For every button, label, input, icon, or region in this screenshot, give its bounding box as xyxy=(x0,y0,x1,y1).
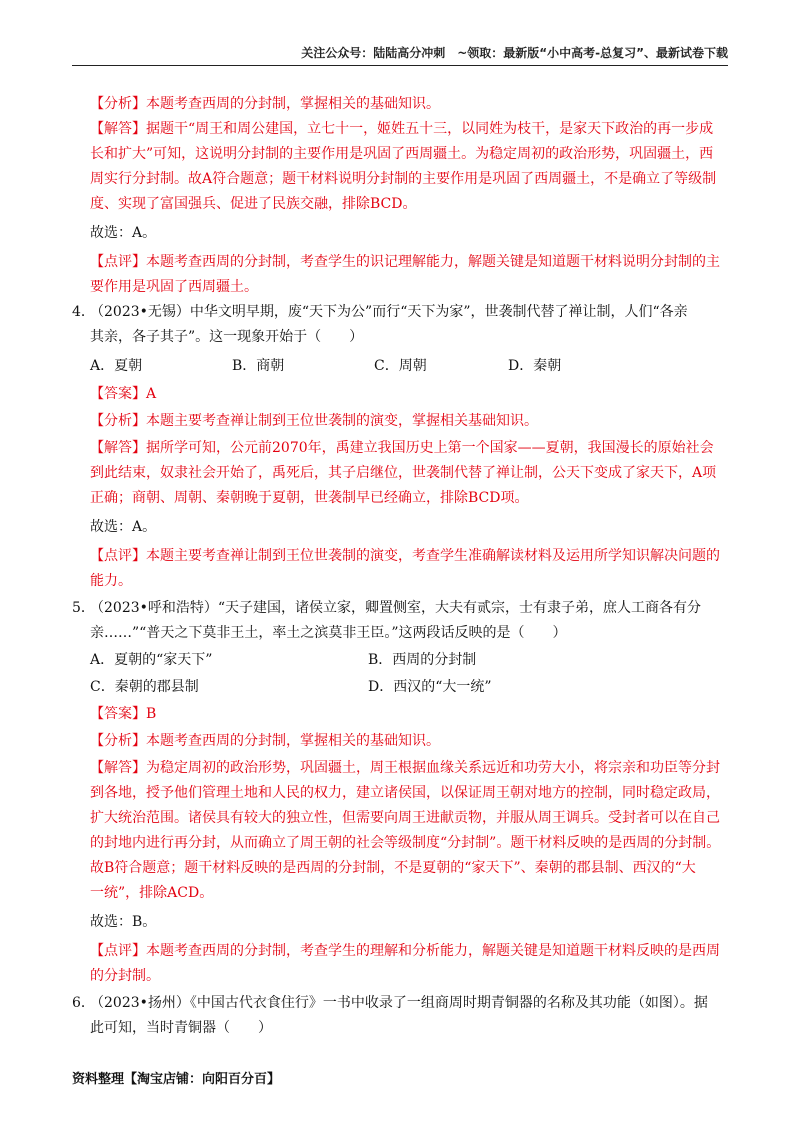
q3-solution-line: 周实行分封制。故A符合题意；题干材料说明分封制的主要作用是巩固了西周疆土，不是确立了等级制 xyxy=(90,171,717,187)
q4-solution-line: 【解答】据所学可知，公元前2070年，禹建立我国历史上第一个国家——夏朝，我国漫长的原始社会 xyxy=(90,440,714,456)
q4-answer: 【答案】A xyxy=(90,386,157,402)
q4-stem-line: （2023•无锡）中华文明早期，废“天下为公”而行“天下为家”，世袭制代替了禅让制，人们“各亲 xyxy=(90,304,688,320)
q4-option-c: C．周朝 xyxy=(374,358,427,374)
q3-solution-line: 长和扩大”可知，这说明分封制的主要作用是巩固了西周疆土。为稳定周初的政治形势，巩固疆土，西 xyxy=(90,146,714,162)
q4-options xyxy=(72,354,732,379)
question-4 xyxy=(72,300,732,594)
q6-stem xyxy=(72,991,732,1016)
q5-solution-line: 的封地内进行再分封，从而确立了周王朝的社会等级制度“分封制”。题干材料反映的是西周的分封制。 xyxy=(90,835,721,851)
page-header: 关注公众号：陆陆高分冲刺 ~领取：最新版“小中高考-总复习”、最新试卷下载 xyxy=(301,46,728,60)
q5-solution-line: 到各地，授予他们管理土地和人民的权力，建立诸侯国，以保证周王朝对地方的控制，同时稳定政局， xyxy=(90,785,720,801)
q4-comment-line: 【点评】本题主要考查禅让制到王位世袭制的演变，考查学生准确解读材料及运用所学知识解决问题的 xyxy=(90,548,720,564)
q5-number: 5． xyxy=(72,600,95,616)
q5-stem-line: （2023•呼和浩特）“天子建国，诸侯立家，卿置侧室，大夫有贰宗，士有隶子弟，庶人工商各有分 xyxy=(90,600,702,616)
q3-solution-line: 度、实现了富国强兵、促进了民族交融，排除BCD。 xyxy=(90,196,417,212)
q5-option-a: A．夏朝的“家天下” xyxy=(90,652,213,668)
q4-option-b: B．商朝 xyxy=(232,358,285,374)
q5-answer: 【答案】B xyxy=(90,706,157,722)
header-divider xyxy=(72,65,728,66)
q5-solution-line: 【解答】为稳定周初的政治形势，巩固疆土，周王根据血缘关系远近和功劳大小，将宗亲和功臣等分封 xyxy=(90,760,720,776)
q5-stem-line: 亲……”“普天之下莫非王土，率土之滨莫非王臣。”这两段话反映的是（ ） xyxy=(90,625,567,641)
q5-option-d: D．西汉的“大一统” xyxy=(368,679,492,695)
page-footer: 资料整理【淘宝店铺：向阳百分百】 xyxy=(72,1072,281,1087)
q4-stem-line: 其亲，各子其子”。这一现象开始于（ ） xyxy=(90,329,364,345)
q5-choice: 故选：B。 xyxy=(90,914,157,930)
q3-analysis: 【分析】本题考查西周的分封制，掌握相关的基础知识。 xyxy=(90,96,440,112)
q5-options-row-1 xyxy=(72,648,732,673)
q5-stem xyxy=(72,596,732,621)
q3-solution-line: 【解答】据题干“周王和周公建国，立七十一，姬姓五十三，以同姓为枝干，是家天下政治的再一步成 xyxy=(90,121,714,137)
question-6 xyxy=(72,991,732,1041)
document-body xyxy=(72,92,732,1041)
q5-comment-line: 【点评】本题考查西周的分封制，考查学生的理解和分析能力，解题关键是知道题干材料反映的是西周 xyxy=(90,943,720,959)
q4-solution-line: 正确；商朝、周朝、秦朝晚于夏朝，世袭制早已经确立，排除BCD项。 xyxy=(90,490,529,506)
q4-option-d: D．秦朝 xyxy=(508,358,562,374)
q4-option-a: A．夏朝 xyxy=(90,358,143,374)
q6-number: 6． xyxy=(72,995,95,1011)
q6-stem-line: （2023•扬州）《中国古代衣食住行》一书中收录了一组商周时期青铜器的名称及其功能（如图）。据 xyxy=(90,995,708,1011)
q5-option-c: C．秦朝的郡县制 xyxy=(90,679,199,695)
q4-comment-line: 能力。 xyxy=(90,573,132,589)
q5-analysis: 【分析】本题考查西周的分封制，掌握相关的基础知识。 xyxy=(90,733,440,749)
q4-choice: 故选：A。 xyxy=(90,519,157,535)
q6-stem-line: 此可知，当时青铜器（ ） xyxy=(90,1020,272,1036)
q5-comment-line: 的分封制。 xyxy=(90,968,160,984)
question-5 xyxy=(72,596,732,989)
q3-comment-line: 【点评】本题考查西周的分封制，考查学生的识记理解能力，解题关键是知道题干材料说明分封制的主 xyxy=(90,254,720,270)
q5-solution-line: 扩大统治范围。诸侯具有较大的独立性，但需要向周王进献贡物，并服从周王调兵。受封者可以在自己 xyxy=(90,810,720,826)
q4-stem xyxy=(72,300,732,325)
q3-explanation xyxy=(72,92,732,300)
q5-option-b: B．西周的分封制 xyxy=(368,652,477,668)
q4-solution-line: 到此结束，奴隶社会开始了，禹死后，其子启继位，世袭制代替了禅让制，公天下变成了家天下，A项 xyxy=(90,465,717,481)
q5-solution-line: 故B符合题意；题干材料反映的是西周的分封制，不是夏朝的“家天下”、秦朝的郡县制、西汉的“大 xyxy=(90,860,696,876)
q5-solution-line: 一统”，排除ACD。 xyxy=(90,885,214,901)
q3-choice: 故选：A。 xyxy=(90,225,157,241)
q4-analysis: 【分析】本题主要考查禅让制到王位世袭制的演变，掌握相关基础知识。 xyxy=(90,413,538,429)
q4-number: 4． xyxy=(72,304,95,320)
q5-options-row-2 xyxy=(72,675,732,700)
q3-comment-line: 要作用是巩固了西周疆土。 xyxy=(90,279,258,295)
